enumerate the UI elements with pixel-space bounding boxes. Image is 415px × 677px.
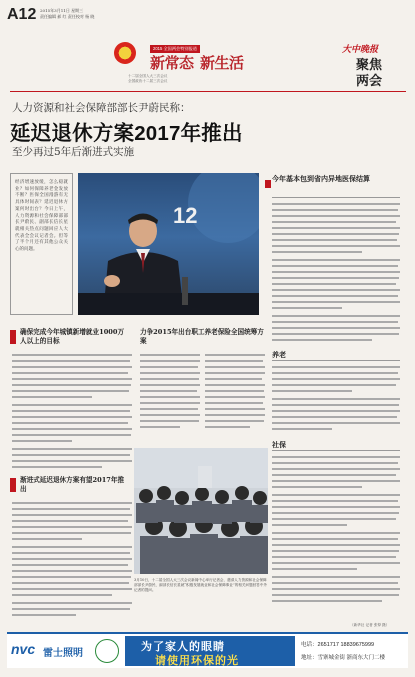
date-line: 2015年3月11日 星期三 [40, 8, 84, 13]
article-1-title: 确保完成今年城镇新增就业1000万人以上的目标 [20, 328, 125, 345]
paper-logo: 大中晚报 [342, 45, 379, 55]
ad-logo-mark: nvc [11, 641, 36, 657]
svg-text:12: 12 [173, 203, 198, 228]
sidebar-rule-3 [272, 450, 400, 451]
ad-slogan-1: 为了家人的眼睛 [141, 641, 225, 653]
sidebar-body-2 [272, 364, 400, 442]
ad-slogan-2: 请使用环保的光 [155, 655, 239, 667]
sidebar-body-1 [272, 201, 400, 343]
banner-sub [128, 74, 168, 84]
section-label-1: 聚焦 [355, 58, 382, 73]
sidebar-head-2: 养老 [272, 350, 286, 359]
banner-title-2: 新生活 [200, 54, 244, 72]
ad-badge-icon [95, 639, 119, 663]
photo-caption [134, 578, 268, 594]
ad-slogan-box [125, 636, 295, 666]
audience-photo [134, 448, 268, 574]
sidebar-rule [272, 197, 400, 198]
banner-sub-2: 全国政协十二届三次会议 [128, 79, 168, 83]
sidebar-rule-2 [272, 360, 400, 361]
ad-address-value: 雪寨城金街 浙商东大门二楼 [317, 655, 386, 661]
ad-phone [301, 640, 374, 648]
sidebar-head: 今年基本包到省内异地医保结算 [272, 174, 370, 183]
banner-logo [114, 42, 136, 64]
header-date [40, 8, 94, 20]
section-box [346, 58, 392, 90]
kicker: 人力资源和社会保障部部长尹蔚民称： [12, 102, 191, 114]
article-2-body [12, 500, 132, 624]
intro-box [10, 173, 73, 315]
article-1-marker [10, 330, 16, 344]
editor-line: 责任编辑 郝 红 责任校对 杨 晓 [40, 14, 95, 19]
intro-text: 经济增速放缓，怎么稳就业？如何保障养老金发放不断？医保全国漫游有无具体时间表？延迟退休方案何时出台？今日上午，人力资源和社会保障部部长尹蔚民、副部长信长星就相关热点问题回应人大代表全会议记者会。但等了半个月还有其他公众关心的问题。 [15, 180, 68, 253]
ad-address [301, 653, 385, 661]
sidebar-head-3: 社保 [272, 440, 286, 449]
article-2-marker [10, 478, 16, 492]
footer-ad [7, 632, 408, 668]
banner-sub-1: 十二届全国人大三次会议 [128, 74, 168, 78]
ad-phone-label: 电话： [301, 642, 318, 648]
headline: 延迟退休方案2017年推出 [10, 122, 243, 145]
banner-title-1: 新常态 [150, 54, 194, 72]
ad-brand: 雷士照明 [43, 648, 83, 659]
article-1-body [12, 352, 132, 476]
article-3-title: 力争2015年出台职工养老保险全国统筹方案 [140, 328, 264, 345]
page-number: A12 [7, 6, 37, 23]
subhead: 至少再过5年后渐进式实施 [12, 146, 135, 158]
banner-small: 2015 全国两会特别报道 [150, 45, 200, 53]
main-photo [78, 173, 259, 315]
article-3-body [140, 352, 265, 456]
header-rule [10, 91, 406, 92]
article-2-title: 渐进式延迟退休方案有望2017年推出 [20, 476, 125, 493]
sidebar-marker [265, 180, 271, 188]
caption-credit: （新华社 记者 张铎 摄） [350, 623, 390, 627]
caption-text: 3月10日，十二届全国人大三次会议新闻中心举行记者会，邀请人力资源和社会保障部部长尹蔚民、副部长信长星就“积极发展就业和社会保障事业”的相关问题回答中外记者的提问。 [134, 578, 268, 593]
ad-phone-value: 2651717 18839675999 [317, 642, 375, 648]
section-label-2: 两会 [355, 74, 382, 89]
ad-address-label: 地址： [301, 655, 318, 661]
sidebar-body-3 [272, 454, 400, 628]
